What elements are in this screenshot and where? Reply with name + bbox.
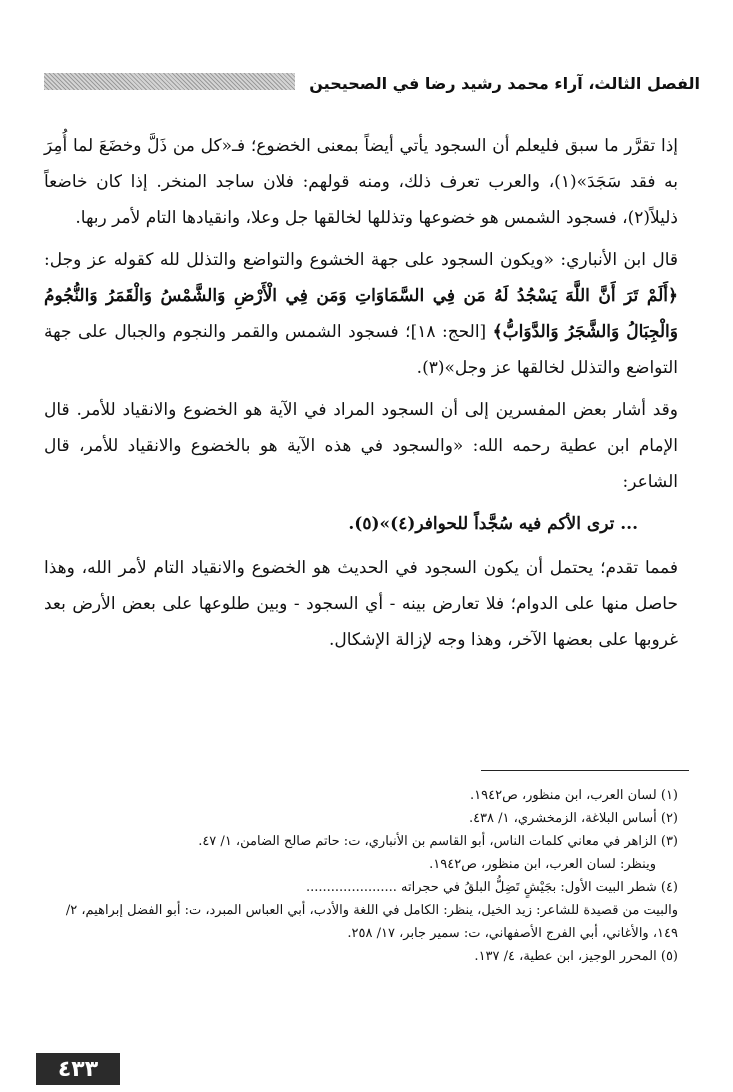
- page-number: ٤٣٣: [36, 1053, 120, 1085]
- quran-verse: ﴿أَلَمْ تَرَ أَنَّ اللَّهَ يَسْجُدُ لَهُ مَن فِي السَّمَاوَاتِ وَمَن فِي الْأَرْضِ وَالشَّمْسُ وَالْقَمَرُ وَالنُّجُومُ وَالْجِبَالُ وَالشَّجَرُ وَالدَّوَابُّ﴾: [44, 286, 678, 342]
- footnote-separator: [481, 770, 689, 771]
- footnote-1: (١) لسان العرب، ابن منظور، ص١٩٤٢.: [470, 788, 678, 803]
- paragraph-2: [44, 242, 678, 386]
- chapter-title: الفصل الثالث، آراء محمد رشيد رضا في الصحيحين: [309, 73, 700, 93]
- paragraph-3: وقد أشار بعض المفسرين إلى أن السجود المراد في الآية هو الخضوع والانقياد للأمر. قال الإمام ابن عطية رحمه الله: «والسجود في هذه الآية هو بالخضوع والانقياد للأمر، قال الشاعر:: [44, 400, 678, 492]
- footnote-4: (٤) شطر البيت الأول: بجَيْشٍ تَضِلُّ البلقُ في حجراته ......................: [305, 880, 678, 895]
- paragraph-2-intro: قال ابن الأنباري: «ويكون السجود على جهة الخشوع والتواضع والتذلل لله كقوله عز وجل:: [44, 250, 678, 270]
- paragraph-2-rest: [الحج: ١٨]؛ فسجود الشمس والقمر والنجوم والجبال على جهة التواضع والتذلل لخالقها عز وجل»(٣).: [44, 322, 678, 378]
- footnote-5: (٥) المحرر الوجيز، ابن عطية، ٤/ ١٣٧.: [474, 949, 678, 964]
- poetry-line: ... ترى الأكم فيه سُجَّداً للحوافر(٤)»(٥).: [348, 514, 638, 534]
- footnote-4-continued: والبيت من قصيدة للشاعر: زيد الخيل، ينظر: الكامل في اللغة والأدب، أبي العباس المبرد، ت: أبو الفضل إبراهيم، ٢/ ١٤٩، والأغاني، أبي الفرج الأصفهاني، ت: سمير جابر، ١٧/ ٢٥٨.: [65, 903, 678, 941]
- running-header: [44, 66, 700, 100]
- footnote-3-continued: وينظر: لسان العرب، ابن منظور، ص١٩٤٢.: [429, 857, 656, 872]
- footnotes: [44, 784, 678, 968]
- main-text: [44, 128, 678, 664]
- footnote-3: (٣) الزاهر في معاني كلمات الناس، أبو القاسم بن الأنباري، ت: حاتم صالح الضامن، ١/ ٤٧.: [198, 834, 678, 849]
- paragraph-4: فمما تقدم؛ يحتمل أن يكون السجود في الحديث هو الخضوع والانقياد التام لأمر الله، وهذا حاصل منها على الدوام؛ فلا تعارض بينه - أي السجود - وبين طلوعها على بعض الأرض بعد غروبها على بعضها الآخر، وهذا وجه لإزالة الإشكال.: [44, 558, 678, 650]
- header-decorative-bar: [44, 73, 295, 90]
- paragraph-1: إذا تقرَّر ما سبق فليعلم أن السجود يأتي أيضاً بمعنى الخضوع؛ فـ«كل من ذَلَّ وخضَعَ لما أُمِرَ به فقد سَجَدَ»(١)، والعرب تعرف ذلك، ومنه قولهم: فلان ساجد المنخر. إذا كان خاضعاً ذليلاً(٢)، فسجود الشمس هو خضوعها وتذللها لخالقها جل وعلا، وانقيادها التام لأمر ربها.: [44, 136, 678, 228]
- footnote-2: (٢) أساس البلاغة، الزمخشري، ١/ ٤٣٨.: [468, 811, 678, 826]
